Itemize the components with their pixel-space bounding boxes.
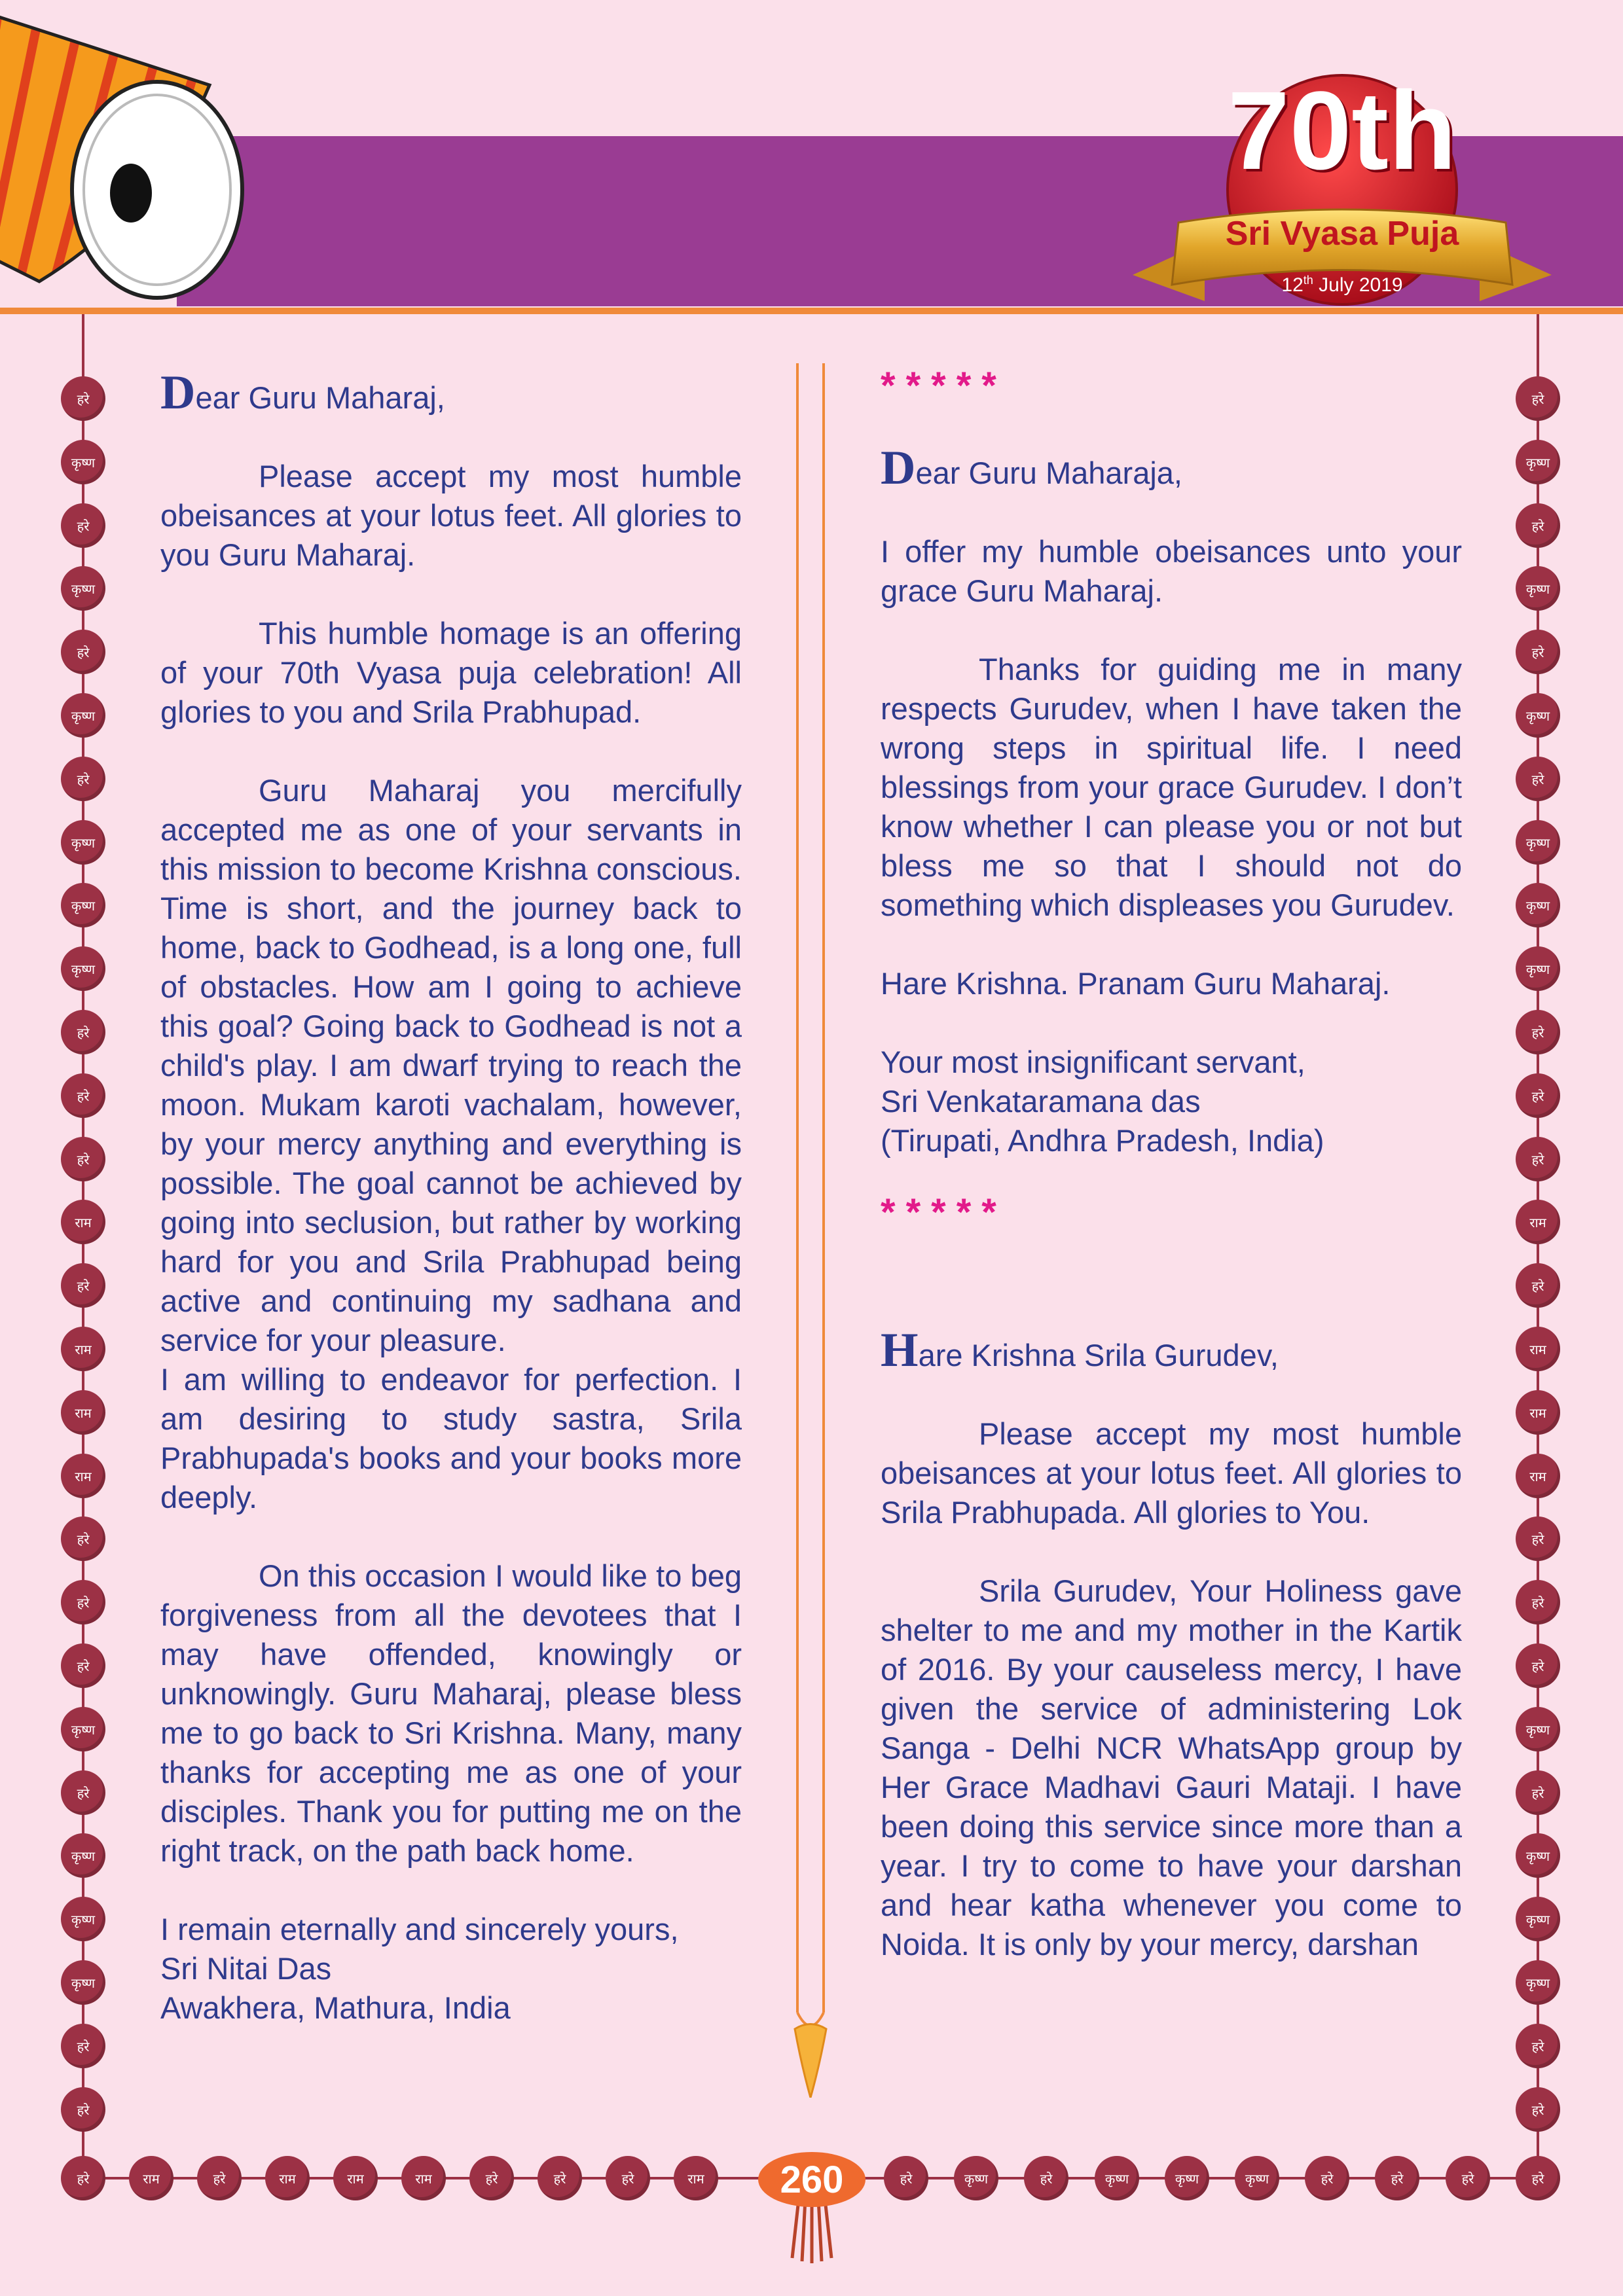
page-number: 260 (780, 2158, 844, 2201)
mantra-bead: राम (129, 2156, 173, 2200)
salutation-text: are Krishna Srila Gurudev, (918, 1338, 1279, 1372)
letter-1-paragraph-2: This humble homage is an offering of your 70th Vyasa puja celebration! All glories to you and Srila Prabhupad. (160, 616, 742, 729)
letter-2-closing: Your most insignificant servant, (881, 1045, 1305, 1079)
date-month-year: July 2019 (1313, 274, 1403, 296)
mantra-bead: हरे (1516, 630, 1560, 674)
mantra-bead: कृष्ण (61, 566, 105, 611)
mantra-bead: राम (1516, 1200, 1560, 1244)
mantra-bead: हरे (1516, 2087, 1560, 2132)
mantra-bead: हरे (1516, 1770, 1560, 1815)
mantra-bead: कृष्ण (61, 1833, 105, 1878)
letter-1-paragraph-1: Please accept my most humble obeisances at your lotus feet. All glories to you Guru Maharaj. (160, 459, 742, 572)
mantra-bead: हरे (61, 376, 105, 421)
mantra-bead: हरे (1516, 757, 1560, 801)
letter-2-paragraph-2: Thanks for guiding me in many respects Gurudev, when I have taken the wrong steps in spiritual life. I need blessings from your grace Gurudev. I don’t know whether I can please you or not but bless me so that I should not do something which displeases you Gurudev. (881, 652, 1462, 922)
letter-2-paragraph-1: I offer my humble obeisances unto your grace Guru Maharaj. (881, 534, 1462, 608)
mantra-bead: हरे (1516, 376, 1560, 421)
salutation-text: ear Guru Maharaj, (195, 380, 445, 415)
mantra-bead: हरे (1516, 1263, 1560, 1308)
mantra-bead: हरे (606, 2156, 650, 2200)
mantra-bead: हरे (61, 757, 105, 801)
letter-3-paragraph-2: Srila Gurudev, Your Holiness gave shelter to me and my mother in the Kartik of 2016. By your causeless mercy, I have given the service of administering Lok Sanga - Delhi NCR WhatsApp group by Her Grace Madhavi Gauri Mataji. I have been doing this service since more than a year. I try to come to have your darshan and hear katha whenever you come to Noida. It is only by your mercy, darshan (881, 1573, 1462, 1962)
mantra-bead: राम (674, 2156, 718, 2200)
vyasa-puja-emblem (1106, 59, 1565, 360)
mantra-bead: हरे (61, 630, 105, 674)
mantra-bead: हरे (538, 2156, 582, 2200)
mantra-bead: हरे (61, 1580, 105, 1624)
date-day: 12 (1281, 274, 1304, 296)
mantra-bead: हरे (61, 1770, 105, 1815)
mantra-bead: हरे (1516, 1137, 1560, 1181)
salutation-text: ear Guru Maharaja, (915, 456, 1182, 490)
letter-3-salutation (881, 1323, 1462, 1377)
mantra-bead: हरे (61, 1643, 105, 1688)
mantra-bead: राम (1516, 1390, 1560, 1435)
drop-cap: D (881, 441, 916, 495)
mantra-bead: कृष्ण (1516, 820, 1560, 865)
mantra-bead: राम (61, 1327, 105, 1371)
mantra-bead: कृष्ण (61, 820, 105, 865)
mantra-bead: हरे (61, 1010, 105, 1054)
mantra-bead: कृष्ण (1516, 1897, 1560, 1941)
letter-2-place: (Tirupati, Andhra Pradesh, India) (881, 1123, 1324, 1158)
mantra-bead: कृष्ण (954, 2156, 998, 2200)
mantra-bead: कृष्ण (1516, 1833, 1560, 1878)
mantra-bead: हरे (1516, 1580, 1560, 1624)
letter-2-signature: Sri Venkataramana das (881, 1084, 1201, 1119)
mantra-bead: कृष्ण (61, 693, 105, 738)
letter-1 (160, 366, 742, 2028)
letter-1-signature: Sri Nitai Das (160, 1951, 332, 1986)
mantra-bead: राम (61, 1454, 105, 1498)
mantra-bead: हरे (1516, 2024, 1560, 2068)
drop-cap: D (160, 366, 196, 420)
mridanga-drum-icon (0, 0, 249, 314)
mantra-bead: हरे (61, 503, 105, 548)
letter-1-place: Awakhera, Mathura, India (160, 1990, 511, 2025)
mantra-bead: हरे (1516, 503, 1560, 548)
right-column (881, 367, 1462, 1964)
drop-cap: H (881, 1323, 919, 1377)
letter-3-paragraph-1: Please accept my most humble obeisances at your lotus feet. All glories to Srila Prabhupada. All glories to You. (881, 1416, 1462, 1530)
letter-1-closing: I remain eternally and sincerely yours, (160, 1912, 679, 1946)
mantra-bead: राम (1516, 1454, 1560, 1498)
star-separator: ***** (881, 365, 1007, 407)
letter-1-paragraph-3: Guru Maharaj you mercifully accepted me as one of your servants in this mission to become Krishna conscious. Time is short, and the journey back to home, back to Godhead, is a long one, full of obstacles. How am I going to achieve this goal? Going back to Godhead is not a child's play. I am dwarf trying to reach the moon. Mukam karoti vachalam, however, by your mercy anything and everything is possible. The goal cannot be achieved by going into seclusion, but rather by working hard for you and Srila Prabhupad being active and continuing my sadhana and service for your pleasure. (160, 773, 742, 1357)
mantra-bead: हरे (197, 2156, 242, 2200)
mantra-bead: हरे (61, 2156, 105, 2200)
mantra-bead: हरे (1516, 2156, 1560, 2200)
mantra-bead: हरे (1516, 1643, 1560, 1688)
date-suffix: th (1303, 274, 1313, 287)
mantra-bead: हरे (1024, 2156, 1068, 2200)
mantra-bead: हरे (1516, 1073, 1560, 1118)
mantra-bead: कृष्ण (1235, 2156, 1279, 2200)
mantra-bead: राम (265, 2156, 310, 2200)
page-number-badge (753, 2134, 871, 2265)
mantra-bead: कृष्ण (1516, 883, 1560, 927)
mantra-bead: कृष्ण (61, 946, 105, 991)
letter-2-paragraph-3: Hare Krishna. Pranam Guru Maharaj. (881, 966, 1391, 1001)
letter-1-paragraph-4: I am willing to endeavor for perfection. I am desiring to study sastra, Srila Prabhupada's books and your books more deeply. (160, 1362, 742, 1515)
mantra-bead: राम (61, 1200, 105, 1244)
mantra-bead: कृष्ण (61, 1960, 105, 2005)
letter-1-salutation (160, 366, 742, 420)
letter-1-paragraph-5: On this occasion I would like to beg forgiveness from all the devotees that I may have offended, knowingly or unknowingly. Guru Maharaj, please bless me to go back to Sri Krishna. Many, many thanks for accepting me as one of your disciples. Thank you for putting me on the right track, on the path back home. (160, 1558, 742, 1868)
mantra-bead: हरे (61, 1137, 105, 1181)
mantra-bead: हरे (61, 1073, 105, 1118)
mantra-bead: कृष्ण (1516, 1960, 1560, 2005)
mantra-bead: हरे (1305, 2156, 1349, 2200)
mantra-bead: कृष्ण (1165, 2156, 1209, 2200)
mantra-bead: कृष्ण (1095, 2156, 1139, 2200)
mantra-bead: राम (401, 2156, 446, 2200)
mantra-bead: कृष्ण (61, 440, 105, 484)
mantra-bead: कृष्ण (1516, 1707, 1560, 1751)
star-separator: ***** (881, 1191, 1007, 1234)
letter-2-salutation (881, 441, 1462, 495)
mantra-bead: कृष्ण (1516, 946, 1560, 991)
mantra-bead: हरे (61, 1516, 105, 1561)
mantra-bead: कृष्ण (61, 883, 105, 927)
mantra-bead: कृष्ण (61, 1707, 105, 1751)
mantra-bead: कृष्ण (1516, 440, 1560, 484)
mantra-bead: कृष्ण (61, 1897, 105, 1941)
event-title: Sri Vyasa Puja (1225, 215, 1459, 253)
mantra-bead: हरे (61, 2087, 105, 2132)
mantra-bead: हरे (1516, 1010, 1560, 1054)
column-divider-garland (791, 363, 830, 2098)
mantra-bead: हरे (61, 2024, 105, 2068)
edition-number: 70th (1228, 69, 1457, 193)
mantra-bead: हरे (1446, 2156, 1490, 2200)
mantra-bead: कृष्ण (1516, 566, 1560, 611)
mantra-bead: राम (61, 1390, 105, 1435)
mantra-bead: हरे (884, 2156, 928, 2200)
mantra-bead: राम (333, 2156, 378, 2200)
mantra-bead: कृष्ण (1516, 693, 1560, 738)
mantra-bead: हरे (1516, 1516, 1560, 1561)
mantra-bead: हरे (469, 2156, 514, 2200)
event-date (1178, 267, 1506, 298)
mantra-bead: राम (1516, 1327, 1560, 1371)
mantra-bead: हरे (1375, 2156, 1419, 2200)
mantra-bead: हरे (61, 1263, 105, 1308)
